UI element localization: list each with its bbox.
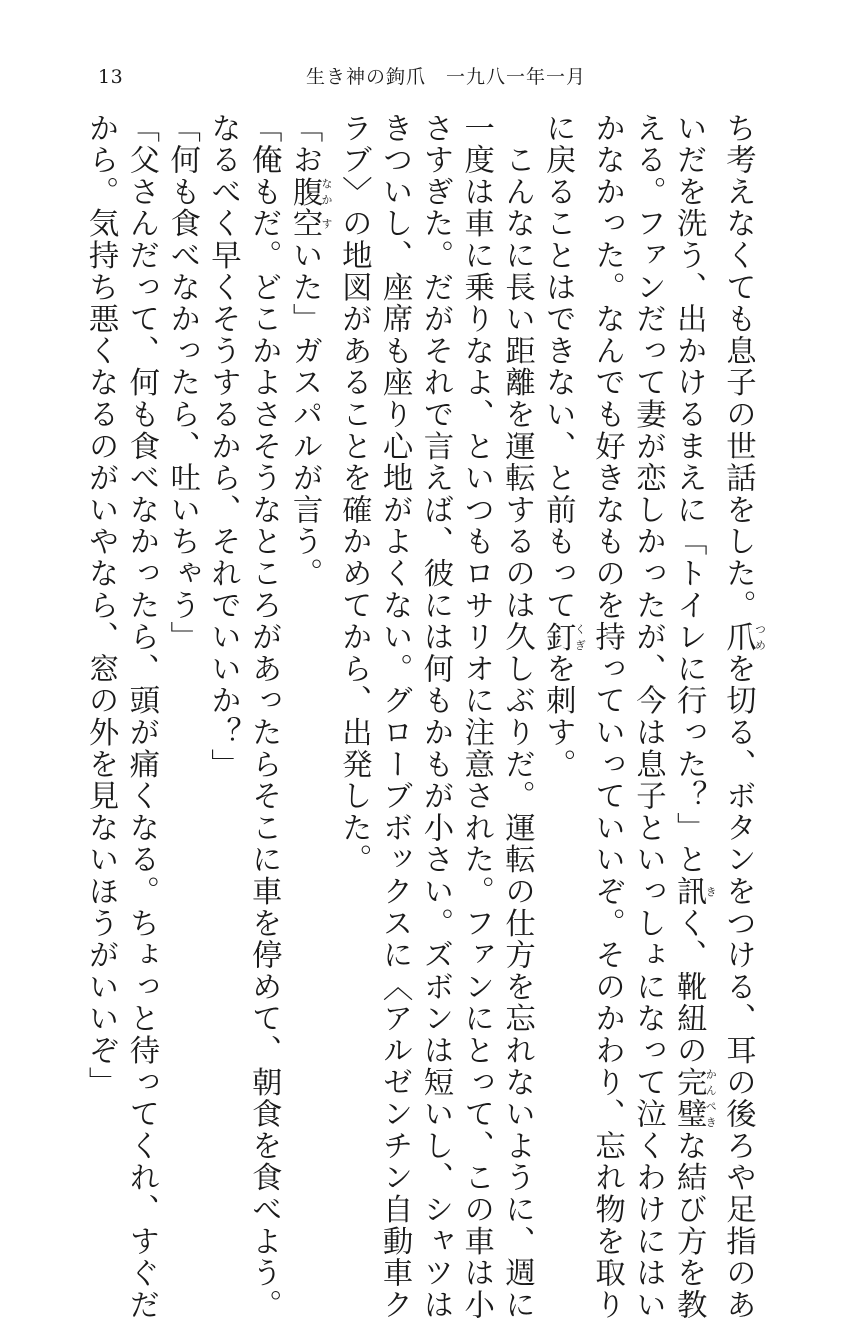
text-line bbox=[717, 112, 767, 1320]
text-line bbox=[161, 112, 202, 1122]
text-run: 「父さんだって、何も食べなかったら、頭が痛くなる。ちょっと待ってくれ、すぐだ bbox=[123, 112, 159, 1320]
text-run: 一度は車に乗りなよ、といつもロサリオに注意された。ファンにとって、この車は小 bbox=[458, 112, 494, 1320]
text-line bbox=[333, 112, 374, 1122]
ruby-word bbox=[287, 175, 334, 208]
text-line bbox=[373, 112, 414, 1320]
text-run: 「何も食べなかったら、吐いちゃう」 bbox=[164, 112, 200, 653]
ruby-base: 空 bbox=[287, 207, 323, 240]
ruby-word bbox=[287, 207, 334, 240]
text-run: いだを洗う、出かけるまえに「トイレに行った？」と bbox=[671, 112, 707, 876]
text-line bbox=[667, 112, 718, 1320]
text-run: かなかった。なんでも好きなものを持っていっていいぞ。そのかわり、忘れ物を取り bbox=[589, 112, 625, 1320]
ruby-reading: つめ bbox=[753, 620, 767, 653]
text-line bbox=[120, 112, 161, 1320]
ruby-reading: き bbox=[704, 875, 718, 908]
text-run: から。気持ち悪くなるのがいやなら、窓の外を見ないほうがいいぞ」 bbox=[83, 112, 119, 1098]
ruby-reading: す bbox=[320, 207, 334, 240]
ruby-word bbox=[720, 620, 767, 653]
text-run: いた」ガスパルが言う。 bbox=[287, 239, 323, 590]
text-line bbox=[496, 112, 537, 1320]
ruby-base: 完璧 bbox=[671, 1066, 707, 1130]
text-line bbox=[202, 112, 243, 1122]
text-run: える。ファンだって妻が恋しかったが、今は息子といっしょになって泣くわけにはい bbox=[630, 112, 666, 1320]
text-line bbox=[414, 112, 455, 1320]
text-run: に戻ることはできない、と前もって bbox=[540, 112, 576, 621]
text-line bbox=[455, 112, 496, 1320]
text-run: 「俺もだ。どこかよさそうなところがあったらそこに車を停めて、朝食を食べよう。 bbox=[246, 112, 282, 1320]
ruby-base: 腹 bbox=[287, 175, 323, 208]
text-run: ラブ〉の地図があることを確かめてから、出発した。 bbox=[336, 112, 372, 876]
text-run: きついし、座席も座り心地がよくない。グローブボックスに〈アルゼンチン自動車ク bbox=[377, 112, 413, 1320]
running-header: 生き神の鉤爪 一九八一年一月 bbox=[306, 66, 587, 88]
ruby-reading: なか bbox=[320, 175, 334, 208]
ruby-reading: くぎ bbox=[573, 620, 587, 653]
ruby-word bbox=[540, 620, 587, 653]
page-number: 13 bbox=[98, 66, 124, 88]
text-line bbox=[586, 112, 627, 1320]
text-run: さすぎた。だがそれで言えば、彼には何もかもが小さい。ズボンは短いし、シャツは bbox=[417, 112, 453, 1320]
text-line bbox=[242, 112, 283, 1320]
ruby-reading: かんぺき bbox=[704, 1066, 718, 1130]
text-run: な結び方を教 bbox=[671, 1129, 707, 1320]
text-run: なるべく早くそうするから、それでいいか？」 bbox=[205, 112, 241, 780]
ruby-word bbox=[671, 875, 718, 908]
ruby-word bbox=[671, 1066, 718, 1130]
text-run: ち考えなくても息子の世話をした。 bbox=[720, 112, 756, 621]
ruby-base: 訊 bbox=[671, 875, 707, 908]
ruby-base: 爪 bbox=[720, 620, 756, 653]
body-text bbox=[70, 112, 767, 1320]
text-run: を刺す。 bbox=[540, 652, 576, 780]
ruby-base: 釘 bbox=[540, 620, 576, 653]
text-line bbox=[79, 112, 120, 1122]
text-line bbox=[537, 112, 586, 1122]
text-run: こんなに長い距離を運転するのは久しぶりだ。運転の仕方を忘れないように、週に bbox=[499, 112, 535, 1320]
text-run: を切る、ボタンをつける、耳の後ろや足指のあ bbox=[720, 652, 756, 1320]
text-line bbox=[283, 112, 332, 1122]
text-run: く、靴紐の bbox=[671, 907, 707, 1067]
text-run: 「お bbox=[287, 112, 323, 176]
text-line bbox=[627, 112, 668, 1320]
